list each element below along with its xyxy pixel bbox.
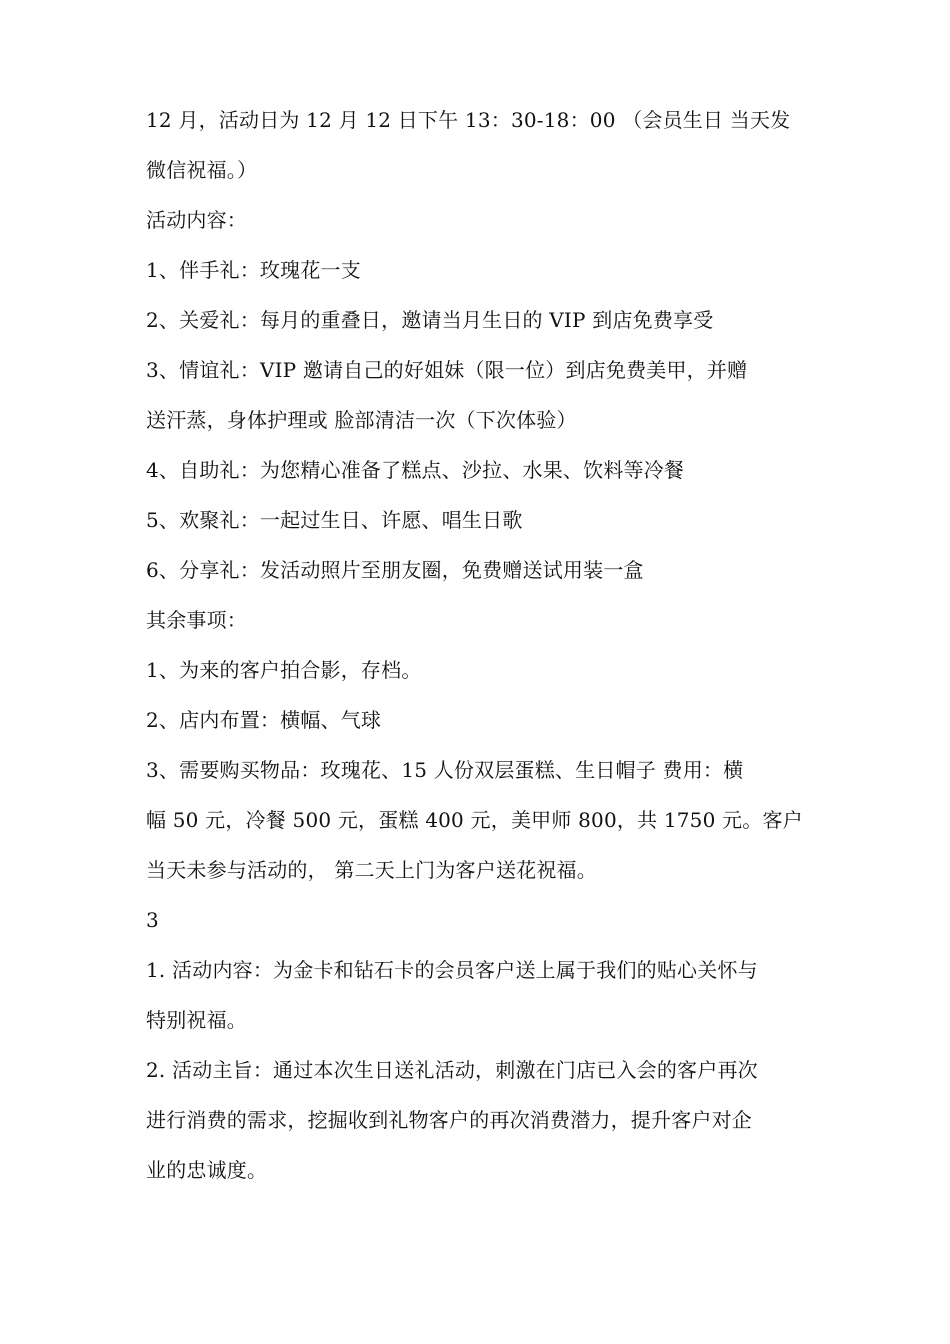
- other-item-3-continued-2: 当天未参与活动的， 第二天上门为客户送花祝福。: [146, 858, 597, 882]
- list-item-3: 3、情谊礼：VIP 邀请自己的好姐妹（限一位）到店免费美甲，并赠: [146, 358, 748, 382]
- text-line-1: 12 月，活动日为 12 月 12 日下午 13：30-18：00 （会员生日 当天发: [146, 108, 791, 132]
- list-item-1: 1、伴手礼：玫瑰花一支: [146, 258, 361, 282]
- list-item-3-continued: 送汗蒸，身体护理或 脸部清洁一次（下次体验）: [146, 408, 577, 432]
- other-item-3: 3、需要购买物品：玫瑰花、15 人份双层蛋糕、生日帽子 费用：横: [146, 758, 744, 782]
- list-item-5: 5、欢聚礼：一起过生日、许愿、唱生日歌: [146, 508, 523, 532]
- list-item-4: 4、自助礼：为您精心准备了糕点、沙拉、水果、饮料等冷餐: [146, 458, 685, 482]
- numbered-item-1: 1. 活动内容：为金卡和钻石卡的会员客户送上属于我们的贴心关怀与: [146, 958, 758, 982]
- numbered-item-1-continued: 特别祝福。: [146, 1008, 247, 1032]
- list-item-2: 2、关爱礼：每月的重叠日，邀请当月生日的 VIP 到店免费享受: [146, 308, 714, 332]
- list-item-6: 6、分享礼：发活动照片至朋友圈，免费赠送试用装一盒: [146, 558, 644, 582]
- numbered-item-2-continued-2: 业的忠诚度。: [146, 1158, 268, 1182]
- section-heading-activity-content: 活动内容：: [146, 208, 247, 232]
- text-line-2: 微信祝福。）: [146, 158, 258, 182]
- other-item-2: 2、店内布置：横幅、气球: [146, 708, 382, 732]
- other-item-3-continued: 幅 50 元，冷餐 500 元，蛋糕 400 元，美甲师 800，共 1750 元。客户: [146, 808, 803, 832]
- other-item-1: 1、为来的客户拍合影，存档。: [146, 658, 422, 682]
- section-number: 3: [146, 908, 159, 932]
- numbered-item-2-continued: 进行消费的需求，挖掘收到礼物客户的再次消费潜力，提升客户对企: [146, 1108, 752, 1132]
- section-heading-other-matters: 其余事项：: [146, 608, 247, 632]
- numbered-item-2: 2. 活动主旨：通过本次生日送礼活动，刺激在门店已入会的客户再次: [146, 1058, 758, 1082]
